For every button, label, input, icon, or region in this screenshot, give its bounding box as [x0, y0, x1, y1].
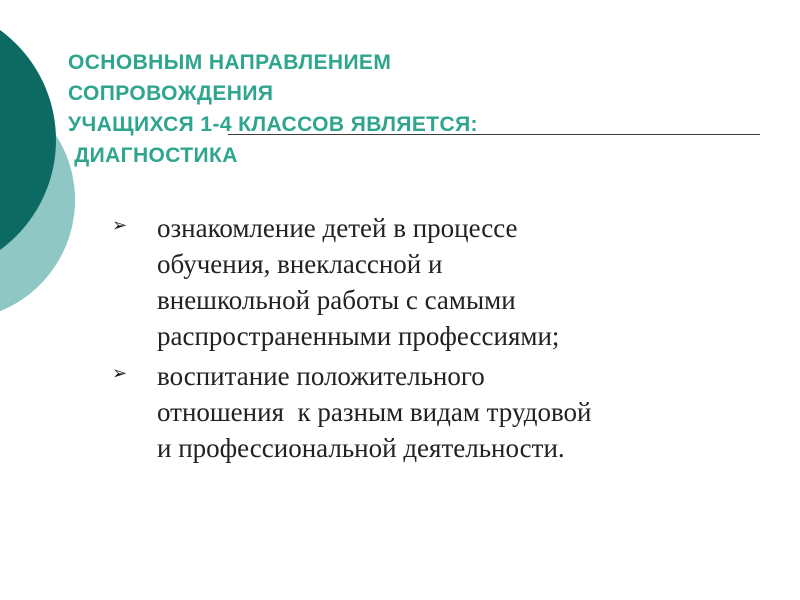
bullet-2-line-1: воспитание положительного: [157, 361, 485, 391]
bullet-text-1: [157, 210, 780, 354]
bullet-2-line-3: и профессиональной деятельности.: [157, 433, 565, 463]
bullet-text-2: [157, 358, 780, 466]
title-line-2: СОПРОВОЖДЕНИЯ: [68, 82, 274, 105]
slide-title: [68, 47, 768, 171]
bullet-1-line-1: ознакомление детей в процессе: [157, 213, 518, 243]
bullet-1-line-3: внешкольной работы с самыми: [157, 285, 516, 315]
title-line-3: УЧАЩИХСЯ 1-4 КЛАССОВ ЯВЛЯЕТСЯ:: [68, 113, 478, 136]
bullet-list: [110, 210, 780, 470]
bullet-1-line-4: распространенными профессиями;: [157, 321, 560, 351]
arrow-bullet-icon: ➢: [112, 363, 128, 384]
arrow-bullet-icon: ➢: [112, 215, 128, 236]
title-line-4: ДИАГНОСТИКА: [68, 144, 238, 167]
title-underline-divider: [228, 134, 760, 135]
title-line-1: ОСНОВНЫМ НАПРАВЛЕНИЕМ: [68, 51, 392, 74]
bullet-item-1: [110, 210, 780, 354]
bullet-item-2: [110, 358, 780, 466]
bullet-1-line-2: обучения, внеклассной и: [157, 249, 443, 279]
bullet-2-line-2: отношения к разным видам трудовой: [157, 397, 592, 427]
